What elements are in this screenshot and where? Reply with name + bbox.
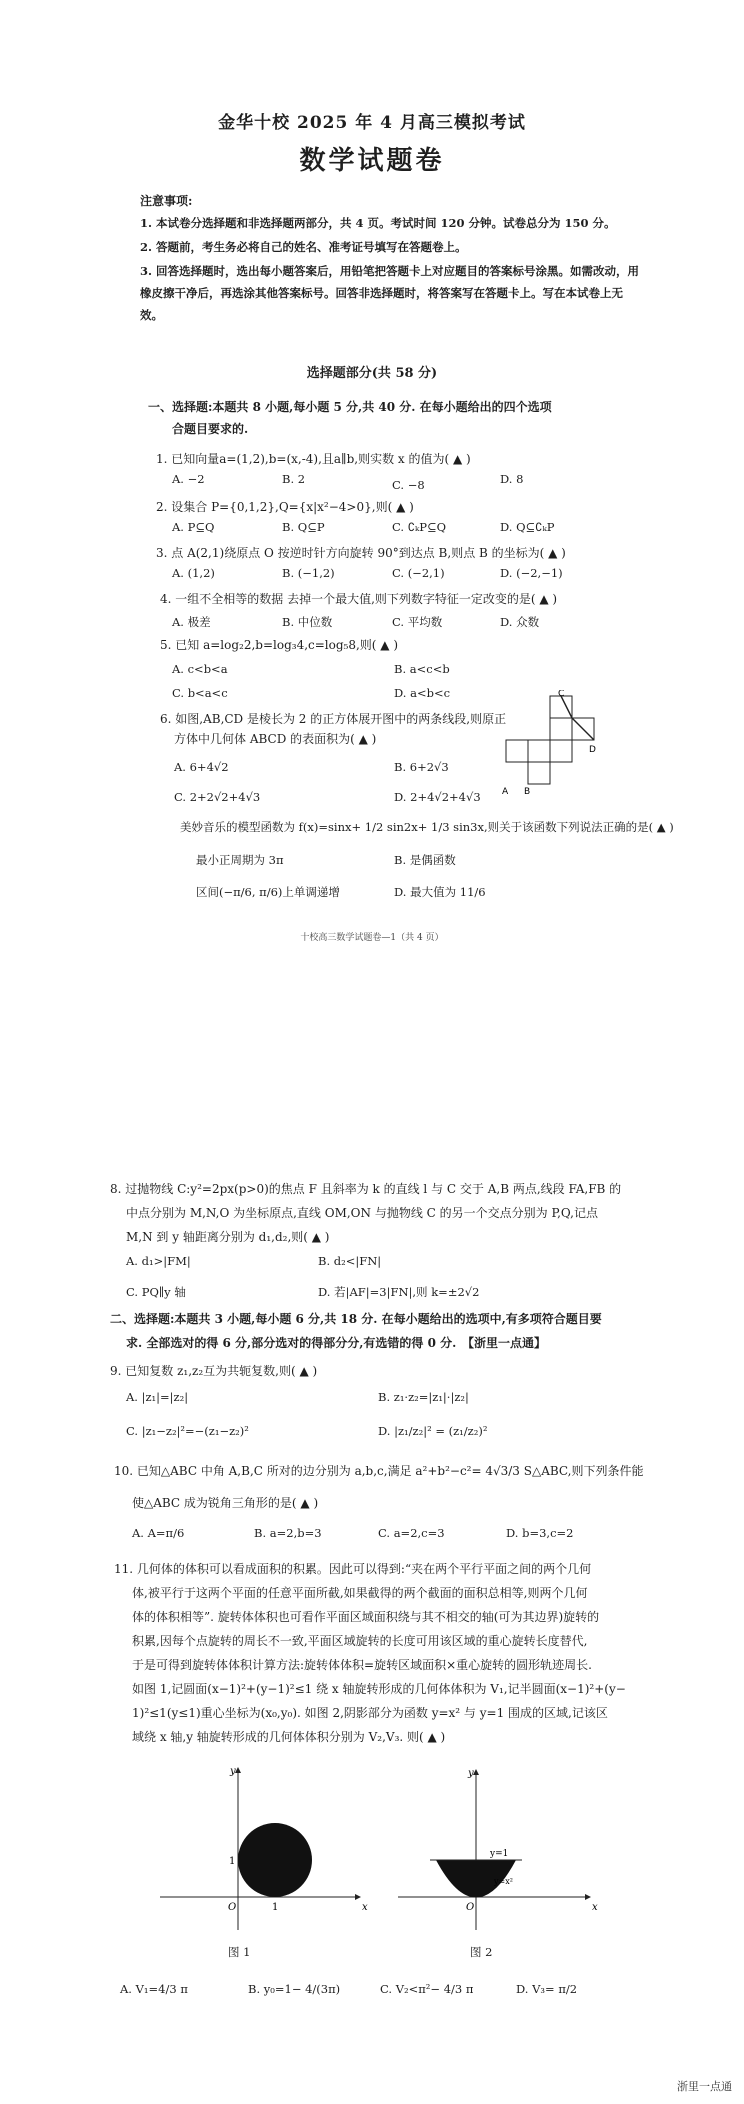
q1-opt-d: D. 8 (500, 472, 524, 486)
q9-opt-b: B. z₁·z₂=|z₁|·|z₂| (378, 1390, 469, 1404)
q6-label-b: B (524, 787, 531, 797)
q5-opt-d: D. a<b<c (394, 686, 451, 700)
notice-item-3: 3. 回答选择题时，选出每小题答案后，用铅笔把答题卡上对应题目的答案标号涂黑。如需改动，用橡皮擦干净后，再选涂其他答案标号。回答非选择题时，将答案写在答题卡上。写在本试卷上无效。 (140, 264, 640, 322)
q3-stem: 3. 点 A(2,1)绕原点 O 按逆时针方向旋转 90°到达点 B,则点 B 的坐标为( ▲ ) (156, 546, 566, 560)
q1-opt-c: C. −8 (392, 478, 425, 492)
q2-opt-c: C. ∁ₖP⊆Q (392, 520, 447, 534)
q1-opt-b: B. 2 (282, 472, 306, 486)
q11-opt-b: B. y₀=1− 4/(3π) (248, 1982, 341, 1996)
q10-line-1: 10. 已知△ABC 中角 A,B,C 所对的边分别为 a,b,c,满足 a²+b²−c²= 4√3/3 S△ABC,则下列条件能 (114, 1464, 644, 1478)
notice-heading: 注意事项: (140, 194, 193, 208)
q11-line-8: 域绕 x 轴,y 轴旋转形成的几何体体积分别为 V₂,V₃. 则( ▲ ) (132, 1730, 446, 1744)
q6-stem-2: 方体中几何体 ABCD 的表面积为( ▲ ) (174, 732, 377, 746)
q11-figure-1 (150, 1760, 380, 1940)
q2-opt-d: D. Q⊆∁ₖP (500, 520, 555, 534)
q6-opt-b: B. 6+2√3 (394, 760, 449, 774)
footer-brand: 浙里一点通 (677, 2080, 732, 2093)
q8-opt-b: B. d₂<|FN| (318, 1254, 382, 1268)
q10-line-2: 使△ABC 成为锐角三角形的是( ▲ ) (132, 1496, 319, 1510)
q5-opt-a: A. c<b<a (172, 662, 228, 676)
q3-opt-c: C. (−2,1) (392, 566, 445, 580)
q9-opt-d: D. |z₁/z₂|² = (z₁/z₂)² (378, 1424, 488, 1438)
q8-line-1: 8. 过抛物线 C:y²=2px(p>0)的焦点 F 且斜率为 k 的直线 l 与 C 交于 A,B 两点,线段 FA,FB 的 (110, 1182, 622, 1196)
q11-line-5: 于是可得到旋转体体积计算方法:旋转体体积=旋转区域面积×重心旋转的圆形轨迹周长. (132, 1658, 592, 1672)
q3-opt-b: B. (−1,2) (282, 566, 335, 580)
q6-opt-d: D. 2+4√2+4√3 (394, 790, 481, 804)
section1-intro-2: 合题目要求的. (172, 422, 249, 436)
q8-line-3: M,N 到 y 轴距离分别为 d₁,d₂,则( ▲ ) (126, 1230, 330, 1244)
notice-item-2: 2. 答题前，考生务必将自己的姓名、准考证号填写在答题卷上。 (140, 240, 467, 254)
q3-opt-a: A. (1,2) (172, 566, 215, 580)
q1-opt-a: A. −2 (172, 472, 205, 486)
page1-footer: 十校高三数学试题卷—1（共 4 页） (300, 933, 444, 943)
paper-title: 数学试题卷 (299, 146, 445, 176)
q6-stem-1: 6. 如图,AB,CD 是棱长为 2 的正方体展开图中的两条线段,则原正 (160, 712, 507, 726)
q6-cube-net-figure (498, 690, 598, 800)
q11-line-1: 11. 几何体的体积可以看成面积的积累。因此可以得到:“夹在两个平行平面之间的两个几何 (114, 1562, 592, 1576)
q11-line-4: 积累,因每个点旋转的周长不一致,平面区域旋转的长度可用该区域的重心旋转长度替代, (132, 1634, 588, 1648)
q6-label-d: D (589, 745, 596, 755)
q10-opt-d: D. b=3,c=2 (506, 1526, 574, 1540)
q11-figure-2 (390, 1760, 610, 1940)
q9-opt-a: A. |z₁|=|z₂| (126, 1390, 189, 1404)
section1-intro-1: 一、选择题:本题共 8 小题,每小题 5 分,共 40 分. 在每小题给出的四个选项 (148, 400, 552, 414)
q8-opt-a: A. d₁>|FM| (126, 1254, 191, 1268)
q8-opt-d: D. 若|AF|=3|FN|,则 k=±2√2 (318, 1285, 480, 1299)
watermark-tag: 【浙里一点通】 (462, 1336, 547, 1350)
q11-line-7: 1)²≤1(y≤1)重心坐标为(x₀,y₀). 如图 2,阴影部分为函数 y=x² 与 y=1 围成的区域,记该区 (132, 1706, 608, 1720)
q9-opt-c: C. |z₁−z₂|²=−(z₁−z₂)² (126, 1424, 249, 1438)
q4-opt-b: B. 中位数 (282, 615, 333, 629)
q11-opt-a: A. V₁=4/3 π (120, 1982, 188, 1996)
fig1-caption: 图 1 (228, 1945, 251, 1959)
school-title: 金华十校 2025 年 4 月高三模拟考试 (218, 113, 526, 133)
q1-stem: 1. 已知向量a=(1,2),b=(x,-4),且a∥b,则实数 x 的值为( ▲ ) (156, 452, 471, 466)
section2-line-1: 二、选择题:本题共 3 小题,每小题 6 分,共 18 分. 在每小题给出的选项中,有多项符合题目要 (110, 1312, 602, 1326)
q5-opt-c: C. b<a<c (172, 686, 228, 700)
q6-label-c: C (558, 690, 565, 699)
q10-opt-a: A. A=π/6 (132, 1526, 185, 1540)
q10-opt-b: B. a=2,b=3 (254, 1526, 322, 1540)
q4-opt-d: D. 众数 (500, 615, 540, 629)
q6-opt-c: C. 2+2√2+4√3 (174, 790, 261, 804)
q11-line-6: 如图 1,记圆面(x−1)²+(y−1)²≤1 绕 x 轴旋转形成的几何体体积为 V₁,记半圆面(x−1)²+(y− (132, 1682, 626, 1696)
q8-opt-c: C. PQ∥y 轴 (126, 1285, 186, 1299)
fig1-origin: O (228, 1902, 237, 1913)
q6-label-a: A (502, 787, 509, 797)
q7-stem: 美妙音乐的模型函数为 f(x)=sinx+ 1/2 sin2x+ 1/3 sin3x,则关于该函数下列说法正确的是( ▲ ) (180, 820, 674, 834)
q11-opt-c: C. V₂<π²− 4/3 π (380, 1982, 474, 1996)
q7-opt-d: D. 最大值为 11/6 (394, 885, 486, 899)
fig2-y-label: y (468, 1768, 474, 1779)
q5-stem: 5. 已知 a=log₂2,b=log₃4,c=log₅8,则( ▲ ) (160, 638, 399, 652)
fig2-line-label: y=1 (490, 1849, 509, 1859)
q7-opt-c: 区间(−π/6, π/6)上单调递增 (196, 885, 340, 899)
q2-stem: 2. 设集合 P={0,1,2},Q={x|x²−4>0},则( ▲ ) (156, 500, 414, 514)
q5-opt-b: B. a<c<b (394, 662, 450, 676)
fig1-x-label: x (362, 1902, 368, 1913)
fig1-one-x: 1 (272, 1902, 279, 1913)
q4-opt-a: A. 极差 (172, 615, 211, 629)
q2-opt-b: B. Q⊆P (282, 520, 325, 534)
q3-opt-d: D. (−2,−1) (500, 566, 563, 580)
notice-item-1: 1. 本试卷分选择题和非选择题两部分，共 4 页。考试时间 120 分钟。试卷总分为 150 分。 (140, 216, 616, 230)
section1-title: 选择题部分(共 58 分) (306, 366, 438, 381)
q4-stem: 4. 一组不全相等的数据 去掉一个最大值,则下列数字特征一定改变的是( ▲ ) (160, 592, 558, 606)
q2-opt-a: A. P⊆Q (172, 520, 215, 534)
fig1-y-label: y (230, 1766, 236, 1777)
fig2-curve-label: y=x² (494, 1877, 513, 1886)
q10-opt-c: C. a=2,c=3 (378, 1526, 445, 1540)
q8-line-2: 中点分别为 M,N,O 为坐标原点,直线 OM,ON 与抛物线 C 的另一个交点分别为 P,Q,记点 (126, 1206, 598, 1220)
q4-opt-c: C. 平均数 (392, 615, 443, 629)
section2-line-2: 求. 全部选对的得 6 分,部分选对的得部分分,有选错的得 0 分. (126, 1336, 457, 1350)
fig1-one-y: 1 (229, 1856, 236, 1867)
fig2-origin: O (466, 1902, 475, 1913)
q11-line-3: 体的体积相等”. 旋转体体积也可看作平面区域面积绕与其不相交的轴(可为其边界)旋转的 (132, 1610, 600, 1624)
q7-opt-a: 最小正周期为 3π (196, 853, 284, 867)
q7-opt-b: B. 是偶函数 (394, 853, 456, 867)
q11-line-2: 体,被平行于这两个平面的任意平面所截,如果截得的两个截面的面积总相等,则两个几何 (132, 1586, 588, 1600)
fig2-x-label: x (592, 1902, 598, 1913)
fig2-caption: 图 2 (470, 1945, 493, 1959)
q11-opt-d: D. V₃= π/2 (516, 1982, 578, 1996)
q6-opt-a: A. 6+4√2 (174, 760, 229, 774)
q9-stem: 9. 已知复数 z₁,z₂互为共轭复数,则( ▲ ) (110, 1364, 318, 1378)
